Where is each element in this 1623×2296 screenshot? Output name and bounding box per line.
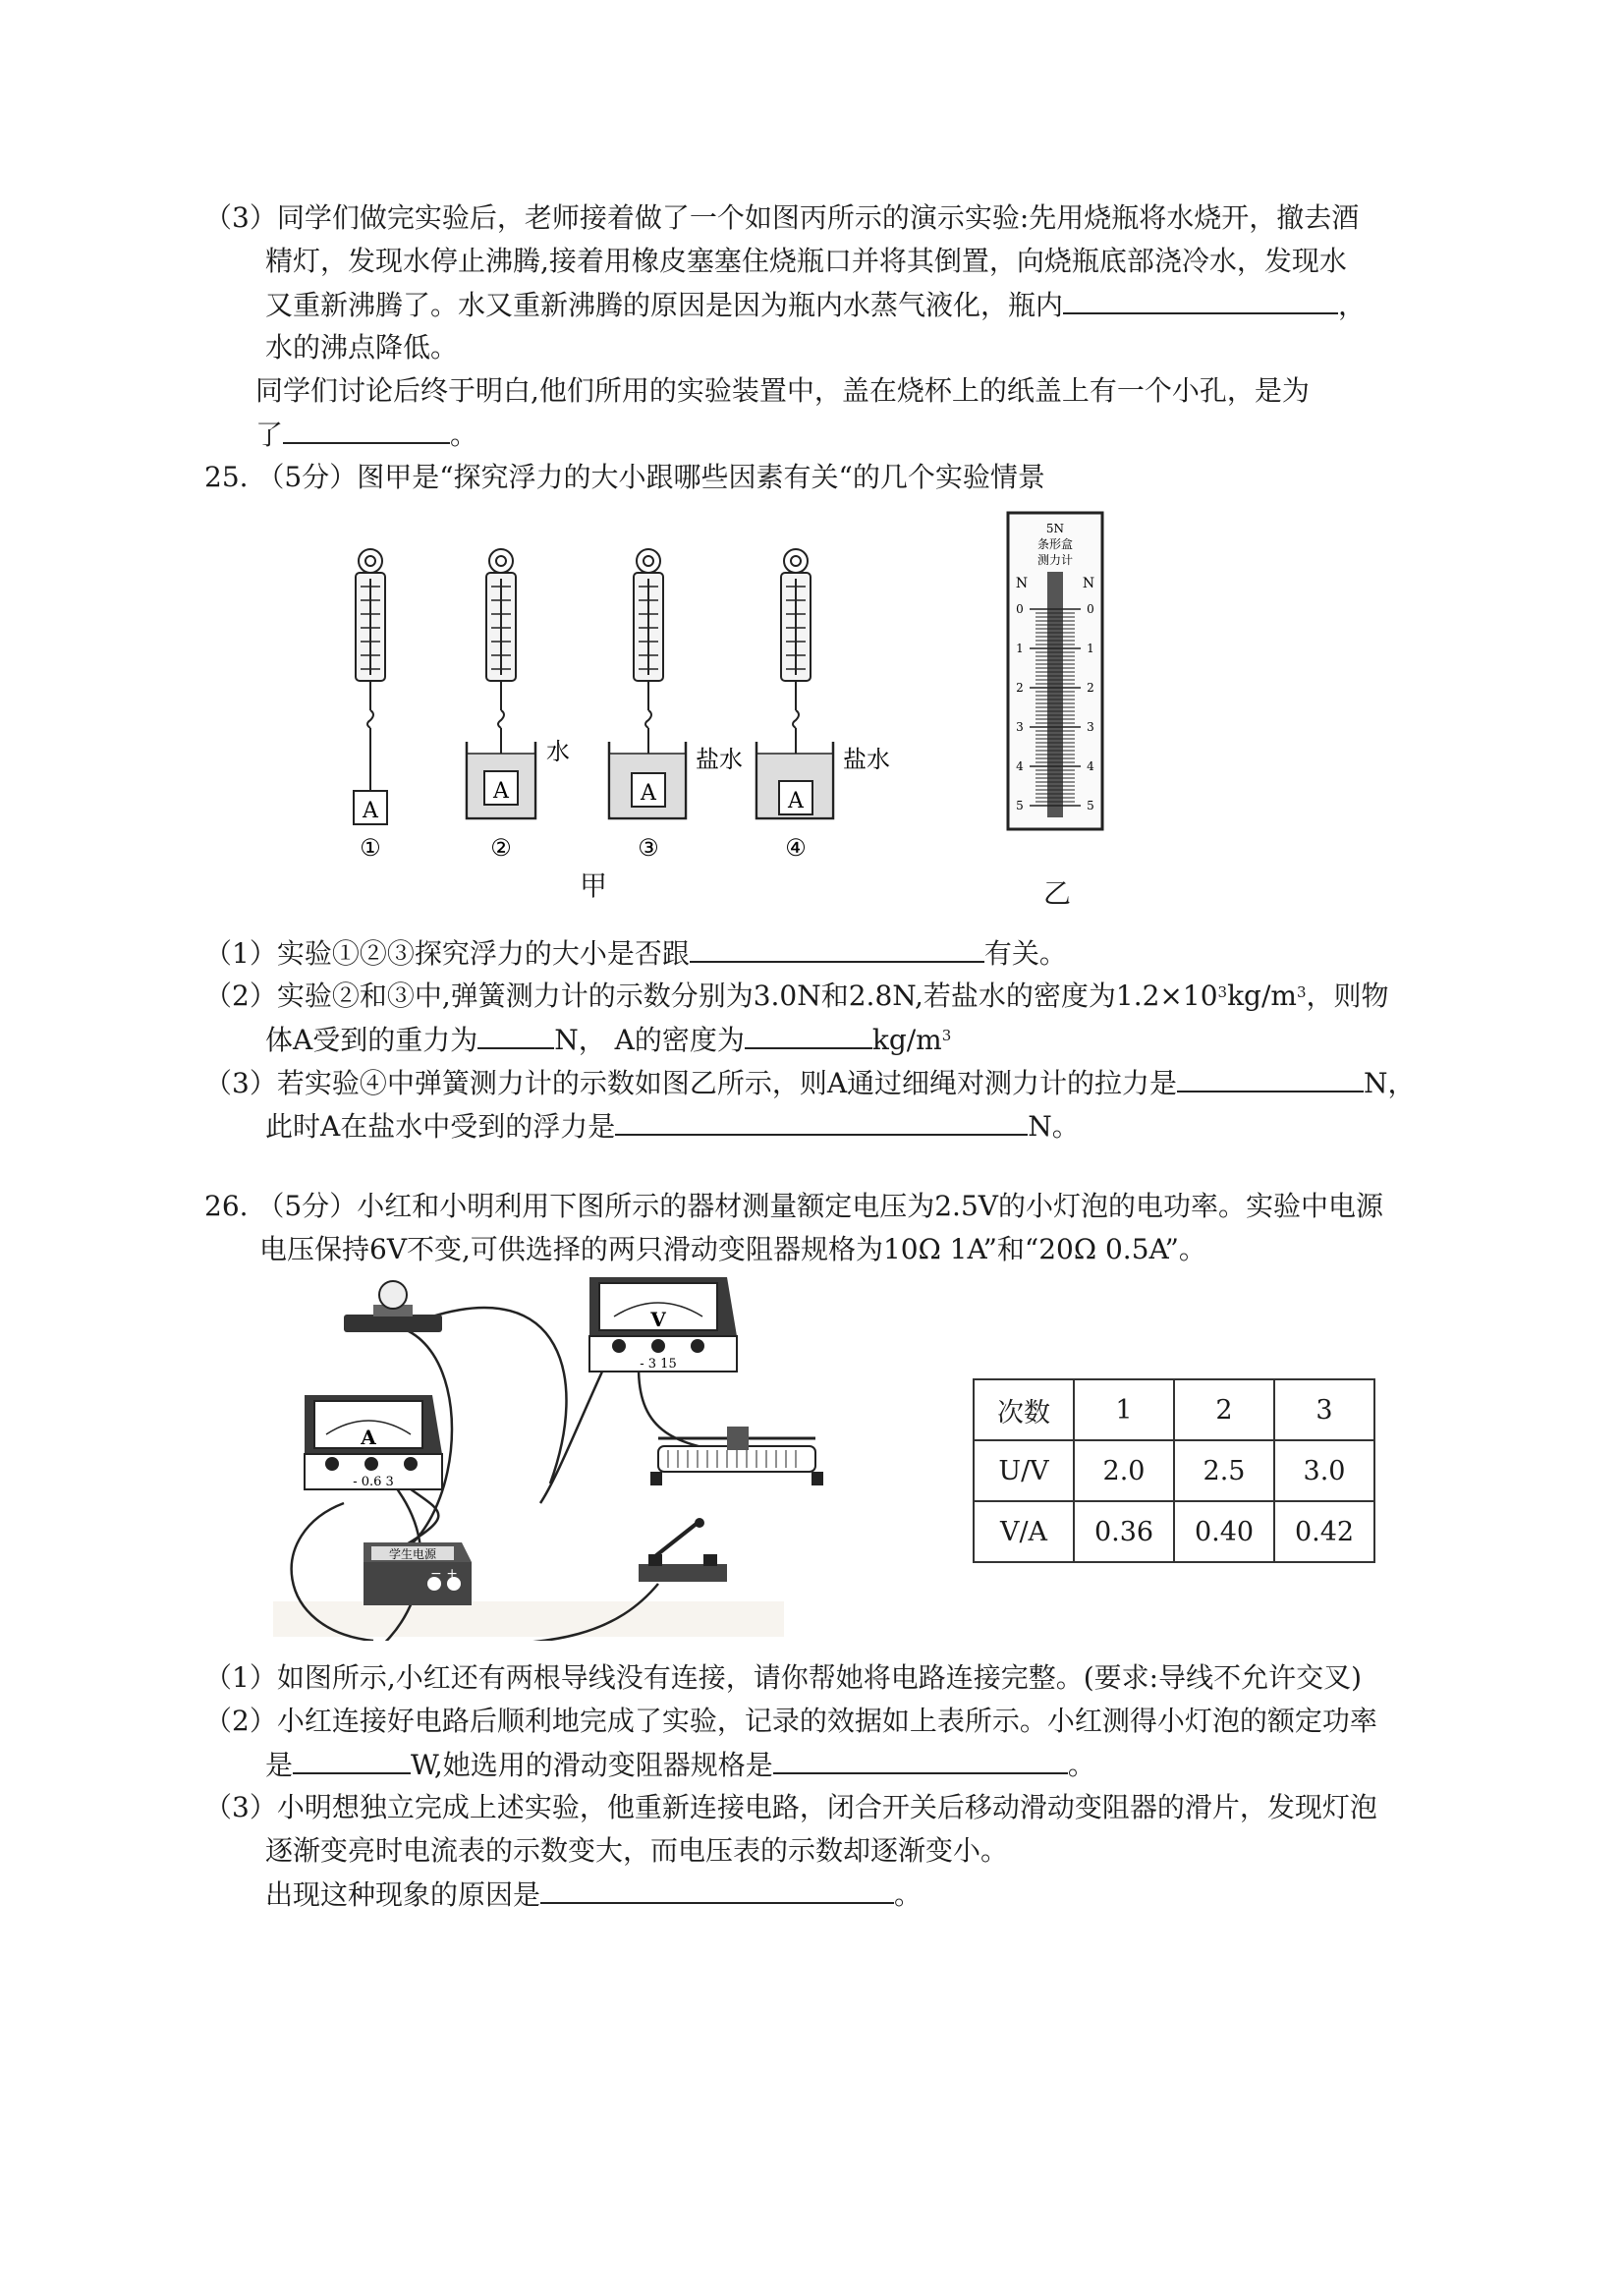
q25-sub3-text: （3）若实验④中弹簧测力计的示数如图乙所示，则A通过细绳对测力计的拉力是: [204, 1067, 1178, 1099]
q25-sub1-end: 有关。: [983, 937, 1067, 970]
q25-sub3-line2: [265, 1104, 1080, 1148]
q26-sub2-line2-text: 是: [265, 1749, 294, 1781]
q26-sub2-line2-end: 。: [1067, 1749, 1095, 1781]
yi-tick-4-right: 4: [1087, 759, 1094, 773]
q25-sub2-end: ，则物: [1306, 980, 1389, 1012]
yi-tick-2-right: 2: [1087, 681, 1094, 695]
salt-water-label-2: 盐水: [843, 746, 890, 773]
q24-line6-text: 了: [255, 419, 284, 451]
table-cell: 1: [1074, 1379, 1174, 1440]
q25-sub2-line2-mid: N， A的密度为: [554, 1024, 745, 1056]
q24-line3-end: ，: [1338, 289, 1367, 321]
yi-tick-1-left: 1: [1016, 642, 1024, 655]
q25-sub2-unit: kg/m: [1227, 980, 1297, 1012]
yi-tick-3-left: 3: [1016, 720, 1024, 734]
switch: [639, 1518, 727, 1582]
table-cell: 2: [1174, 1379, 1274, 1440]
yi-top3: 测力计: [1036, 553, 1074, 567]
q26-sub2-line2: [265, 1743, 1095, 1787]
q25-blank3[interactable]: [745, 1018, 872, 1049]
yi-tick-2-left: 2: [1016, 681, 1024, 695]
q25-sub3-line2-end: N。: [1028, 1110, 1080, 1143]
yi-tick-0-left: 0: [1016, 602, 1024, 616]
q26-sub2: （2）小红连接好电路后顺利地完成了实验，记录的效据如上表所示。小红测得小灯泡的额定功率: [204, 1705, 1377, 1737]
figure-jia-caption: 甲: [580, 869, 608, 902]
salt-water-label-1: 盐水: [696, 746, 743, 773]
q25-sub2-line2-unit: kg/m: [871, 1024, 942, 1056]
q25-sup3: 3: [941, 1027, 952, 1044]
block-a-1-label: A: [363, 799, 378, 823]
q26-heading-1: 26. （5分）小红和小明利用下图所示的器材测量额定电压为2.5V的小灯泡的电功率。实验中电源: [204, 1190, 1383, 1222]
scale-1: [354, 549, 387, 860]
q25-sub2: [204, 975, 1389, 1018]
scale-2-number: ②: [490, 834, 512, 860]
yi-unit-left: N: [1015, 576, 1029, 591]
ammeter: [305, 1395, 442, 1489]
q25-blank2[interactable]: [477, 1018, 554, 1049]
q26-sub3-line2: 逐渐变亮时电流表的示数变大，而电压表的示数却逐渐变小。: [265, 1834, 1009, 1867]
q24-blank2[interactable]: [283, 413, 450, 444]
block-a-4-label: A: [788, 789, 804, 813]
q25-blank5[interactable]: [615, 1104, 1028, 1136]
q24-line4: 水的沸点降低。: [265, 331, 459, 364]
q25-sub2-line2: [265, 1018, 951, 1062]
table-row: [974, 1440, 1374, 1501]
table-row: [974, 1501, 1374, 1562]
table-cell: 2.5: [1174, 1440, 1274, 1501]
scale-1-number: ①: [360, 834, 381, 860]
yi-tick-0-right: 0: [1087, 602, 1094, 616]
light-bulb: [344, 1281, 442, 1332]
block-a-2-label: A: [493, 779, 509, 804]
yi-unit-right: N: [1082, 576, 1095, 591]
q26-heading-2: 电压保持6V不变,可供选择的两只滑动变阻器规格为10Ω 1A”和“20Ω 0.5A”。: [259, 1233, 1206, 1265]
block-a-3-label: A: [641, 781, 656, 806]
voltmeter-terminals: - 3 15: [640, 1357, 677, 1372]
scale-2: [467, 549, 570, 860]
q25-sub3-line2-text: 此时A在盐水中受到的浮力是: [265, 1110, 616, 1143]
q26-sub1: （1）如图所示,小红还有两根导线没有连接，请你帮她将电路连接完整。(要求:导线不允许交叉): [204, 1661, 1363, 1694]
q24-line5: 同学们讨论后终于明白,他们所用的实验装置中，盖在烧杯上的纸盖上有一个小孔，是为: [255, 374, 1310, 407]
q24-line2: 精灯，发现水停止沸腾,接着用橡皮塞塞住烧瓶口并将其倒置，向烧瓶底部浇冷水，发现水: [265, 245, 1347, 277]
q25-blank4[interactable]: [1177, 1061, 1364, 1092]
q25-sub1-text: （1）实验①②③探究浮力的大小是否跟: [204, 937, 690, 970]
yi-tick-3-right: 3: [1087, 720, 1094, 734]
q25-sub2-line2-text: 体A受到的重力为: [265, 1024, 478, 1056]
table-row: [974, 1379, 1374, 1440]
q25-blank1[interactable]: [690, 931, 984, 963]
table-cell: 0.40: [1174, 1501, 1274, 1562]
table-cell: 2.0: [1074, 1440, 1174, 1501]
yi-top2: 条形盒: [1036, 537, 1074, 551]
q24-line3: [265, 283, 1366, 327]
rheostat: [650, 1427, 823, 1485]
yi-tick-5-right: 5: [1087, 799, 1094, 812]
data-table: [973, 1378, 1375, 1563]
yi-tick-5-left: 5: [1016, 799, 1024, 812]
scale-3-number: ③: [638, 834, 659, 860]
q26-blank3[interactable]: [540, 1873, 894, 1904]
table-cell: 3: [1274, 1379, 1374, 1440]
q26-blank2[interactable]: [773, 1743, 1068, 1774]
table-cell: 次数: [974, 1379, 1074, 1440]
q25-sub3: [204, 1061, 1416, 1105]
q25-sub1: [204, 931, 1067, 976]
q24-line3-text: 又重新沸腾了。水又重新沸腾的原因是因为瓶内水蒸气液化，瓶内: [265, 289, 1064, 321]
voltmeter-label: V: [650, 1308, 666, 1331]
water-label: 水: [546, 738, 570, 765]
figure-jia: [324, 545, 933, 860]
q24-line6: [255, 413, 477, 457]
table-cell: 3.0: [1274, 1440, 1374, 1501]
q26-sub3-line3: [265, 1873, 922, 1917]
figure-yi-caption: 乙: [1043, 877, 1072, 910]
q25-heading: 25. （5分）图甲是“探究浮力的大小跟哪些因素有关“的几个实验情景: [204, 461, 1045, 493]
q24-blank1[interactable]: [1063, 283, 1338, 314]
q24-line6-end: 。: [450, 419, 478, 451]
figure-yi: [1006, 511, 1104, 835]
q26-sub3: （3）小明想独立完成上述实验，他重新连接电路，闭合开关后移动滑动变阻器的滑片，发现灯泡: [204, 1791, 1377, 1823]
q24-line1: （3）同学们做完实验后，老师接着做了一个如图丙所示的演示实验:先用烧瓶将水烧开，撤去酒: [204, 201, 1360, 234]
q26-blank1[interactable]: [293, 1743, 411, 1774]
power-supply-terminals: − +: [430, 1566, 458, 1582]
ammeter-terminals: - 0.6 3: [353, 1475, 394, 1489]
q26-sub3-line3-text: 出现这种现象的原因是: [265, 1878, 541, 1911]
scale-3: [609, 549, 743, 860]
q25-sup2: 3: [1296, 983, 1307, 1001]
power-supply: [364, 1542, 472, 1605]
q25-sub2-text: （2）实验②和③中,弹簧测力计的示数分别为3.0N和2.8N,若盐水的密度为1.2×10: [204, 980, 1218, 1012]
ammeter-label: A: [361, 1426, 376, 1449]
q26-sub2-line2-mid: W,她选用的滑动变阻器规格是: [411, 1749, 773, 1781]
power-supply-label: 学生电源: [388, 1547, 437, 1561]
yi-top1: 5N: [1045, 522, 1065, 535]
yi-tick-1-right: 1: [1087, 642, 1094, 655]
scale-4-number: ④: [785, 834, 807, 860]
voltmeter: [589, 1277, 737, 1372]
table-cell: 0.36: [1074, 1501, 1174, 1562]
q26-sub3-line3-end: 。: [894, 1878, 923, 1911]
table-cell: 0.42: [1274, 1501, 1374, 1562]
q25-sub3-end: N，: [1364, 1067, 1416, 1099]
q25-sup1: 3: [1217, 983, 1228, 1001]
scale-4: [756, 549, 890, 860]
table-cell: U/V: [974, 1440, 1074, 1501]
circuit-figure: [265, 1277, 855, 1641]
table-cell: V/A: [974, 1501, 1074, 1562]
yi-tick-4-left: 4: [1016, 759, 1024, 773]
